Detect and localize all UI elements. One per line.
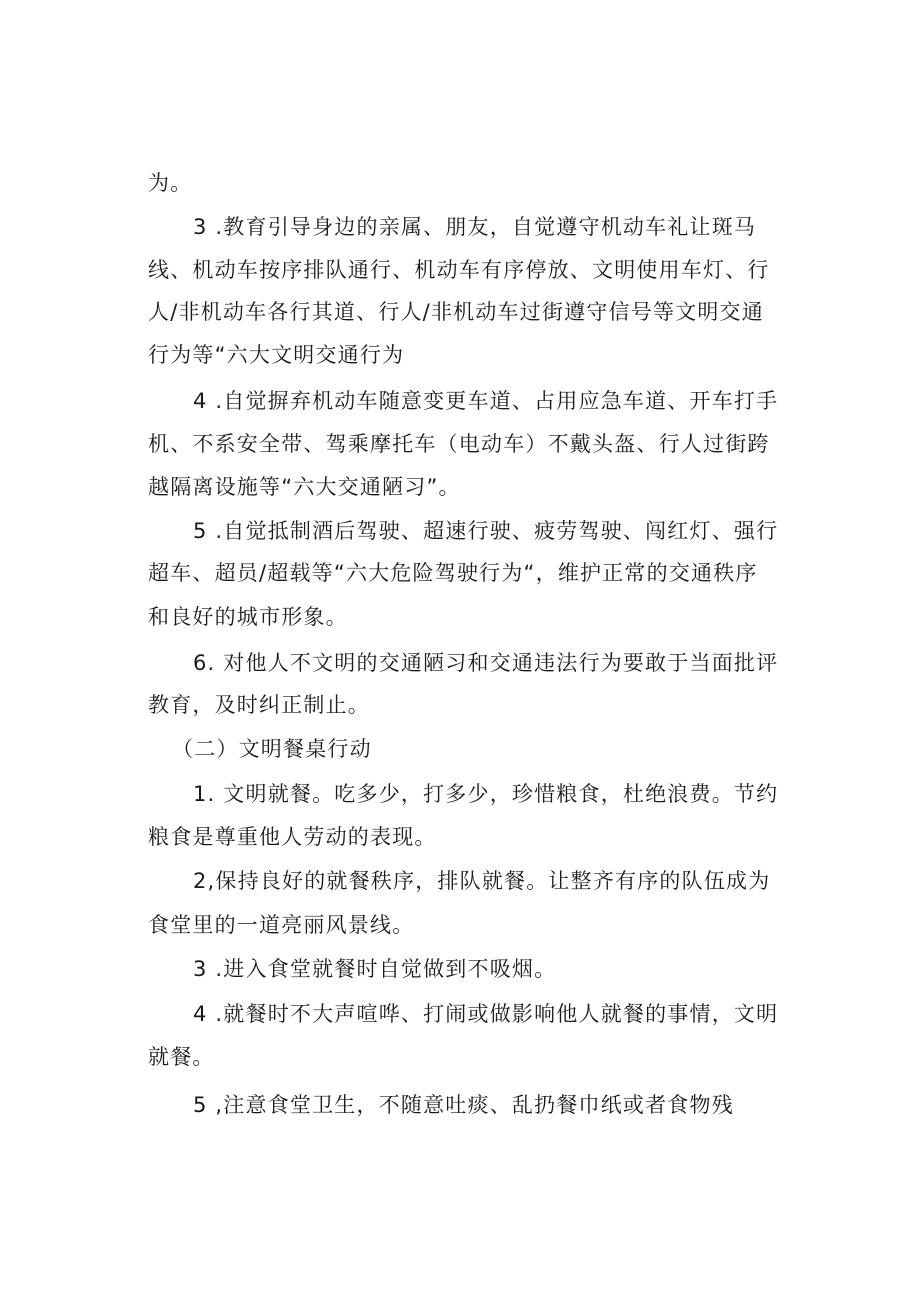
text-line: 线、机动车按序排队通行、机动车有序停放、文明使用车灯、行 bbox=[148, 258, 770, 282]
text-line: 超车、超员/超载等“六大危险驾驶行为“，维护正常的交通秩序 bbox=[148, 561, 758, 585]
text-line: 5 ,注意食堂卫生，不随意吐痰、乱扔餐巾纸或者食物残 bbox=[193, 1093, 734, 1117]
text-line: 2,保持良好的就餐秩序，排队就餐。让整齐有序的队伍成为 bbox=[193, 869, 771, 893]
text-line: 粮食是尊重他人劳动的表现。 bbox=[148, 825, 437, 849]
text-line: 食堂里的一道亮丽风景线。 bbox=[148, 913, 415, 937]
text-line: 人/非机动车各行其道、行人/非机动车过街遵守信号等文明交通 bbox=[148, 300, 764, 324]
text-line: 4 .就餐时不大声喧哗、打闹或做影响他人就餐的事情，文明 bbox=[193, 1002, 779, 1026]
text-line: 越隔离设施等“六大交通陋习”。 bbox=[148, 475, 461, 499]
text-line: 和良好的城市形象。 bbox=[148, 605, 348, 629]
text-line: 行为等“六大文明交通行为 bbox=[148, 343, 405, 367]
section-heading: （二）文明餐桌行动 bbox=[172, 737, 372, 761]
text-line: 就餐。 bbox=[148, 1045, 215, 1069]
text-line: 4 .自觉摒弃机动车随意变更车道、占用应急车道、开车打手 bbox=[193, 389, 779, 413]
text-line: 1. 文明就餐。吃多少，打多少，珍惜粮食，杜绝浪费。节约 bbox=[193, 782, 779, 806]
text-line: 机、不系安全带、驾乘摩托车（电动车）不戴头盔、行人过街跨 bbox=[148, 432, 770, 456]
text-line: 5 .自觉抵制酒后驾驶、超速行驶、疲劳驾驶、闯红灯、强行 bbox=[193, 519, 779, 543]
text-line: 6. 对他人不文明的交通陋习和交通违法行为要敢于当面批评 bbox=[193, 651, 779, 675]
text-line: 3 .进入食堂就餐时自觉做到不吸烟。 bbox=[193, 957, 557, 981]
text-line: 为。 bbox=[148, 171, 193, 195]
text-line: 3 .教育引导身边的亲属、朋友，自觉遵守机动车礼让斑马 bbox=[193, 215, 757, 239]
text-line: 教育，及时纠正制止。 bbox=[148, 693, 370, 717]
